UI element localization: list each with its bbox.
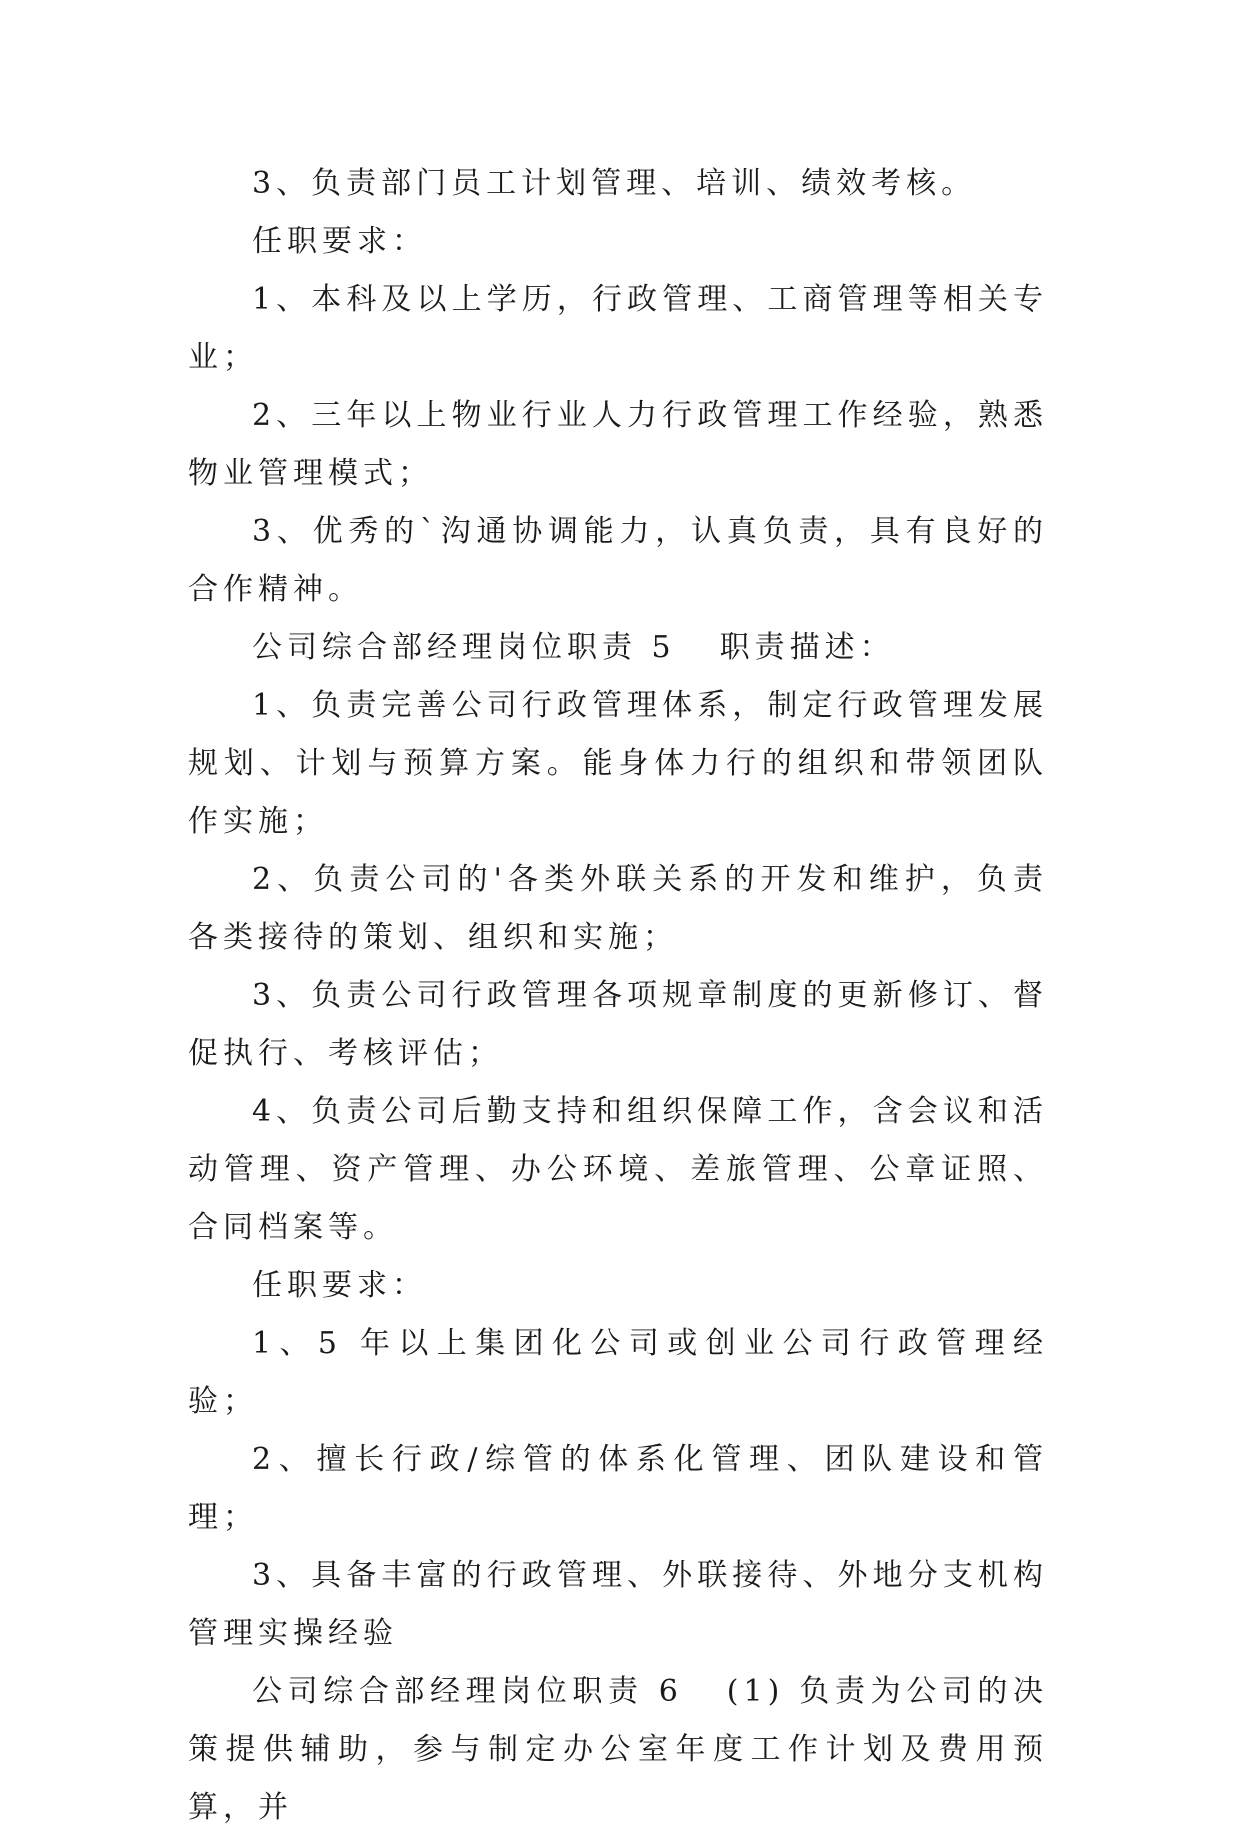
- paragraph-duty-2: 2、负责公司的'各类外联关系的开发和维护，负责各类接待的策划、组织和实施；: [188, 862, 1048, 955]
- paragraph-requirement-1: 1、本科及以上学历，行政管理、工商管理等相关专业；: [188, 282, 1048, 375]
- section-6-heading-line: [188, 1663, 1048, 1837]
- paragraph-requirement-1b: 1、5 年以上集团化公司或创业公司行政管理经验；: [188, 1326, 1048, 1419]
- section-6-intro: (1) 负责为公司的决策提供辅助，参与制定办公室年度工作计划及费用预算，并: [188, 1674, 1049, 1825]
- paragraph-requirements-heading-2: 任职要求：: [252, 1268, 427, 1303]
- section-5-heading: 公司综合部经理岗位职责 5: [252, 630, 676, 665]
- section-6-heading: 公司综合部经理岗位职责 6: [252, 1674, 683, 1709]
- paragraph-requirement-2b: 2、擅长行政/综管的体系化管理、团队建设和管理；: [188, 1442, 1048, 1535]
- paragraph-requirement-2: 2、三年以上物业行业人力行政管理工作经验，熟悉物业管理模式；: [188, 398, 1048, 491]
- document-body: [188, 155, 1048, 1837]
- paragraph-duty-4: 4、负责公司后勤支持和组织保障工作，含会议和活动管理、资产管理、办公环境、差旅管理、公章证照、合同档案等。: [188, 1094, 1048, 1245]
- paragraph-requirements-heading: 任职要求：: [252, 224, 427, 259]
- paragraph-duty-3: 3、负责部门员工计划管理、培训、绩效考核。: [252, 166, 977, 201]
- section-5-heading-line: [188, 619, 1048, 677]
- paragraph-duty-3b: 3、负责公司行政管理各项规章制度的更新修订、督促执行、考核评估；: [188, 978, 1048, 1071]
- paragraph-requirement-3b: 3、具备丰富的行政管理、外联接待、外地分支机构管理实操经验: [188, 1558, 1048, 1651]
- section-5-intro: 职责描述：: [719, 630, 895, 665]
- paragraph-requirement-3: 3、优秀的`沟通协调能力，认真负责，具有良好的合作精神。: [188, 514, 1048, 607]
- paragraph-duty-1: 1、负责完善公司行政管理体系，制定行政管理发展规划、计划与预算方案。能身体力行的组织和带领团队作实施；: [188, 688, 1048, 839]
